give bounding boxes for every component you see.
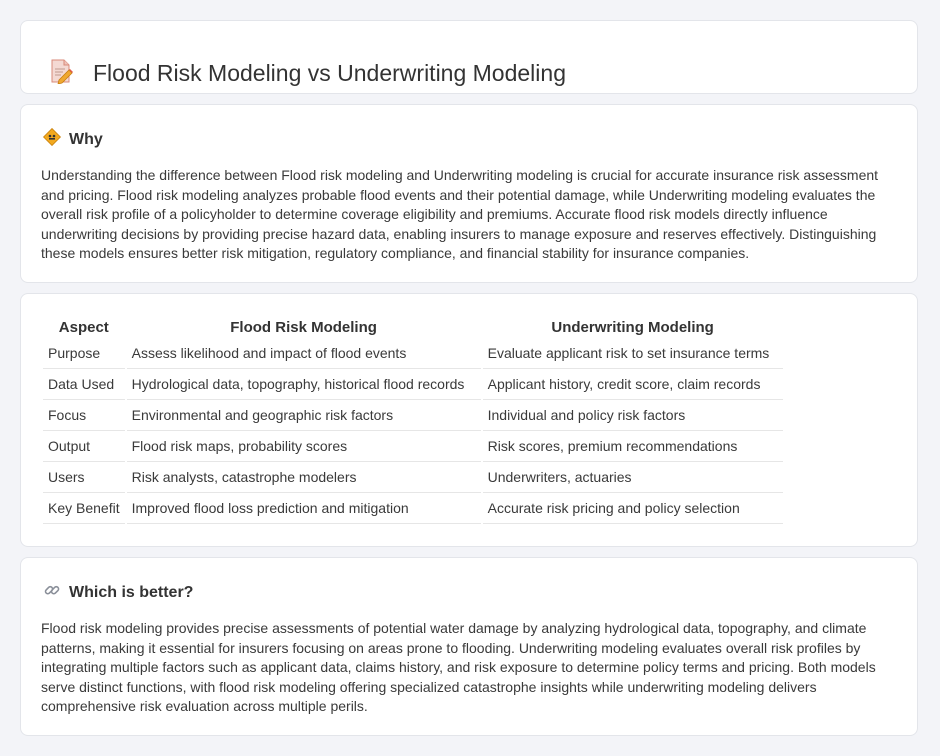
row-underwriting-value: Evaluate applicant risk to set insurance terms — [483, 338, 783, 369]
row-aspect: Focus — [43, 400, 125, 431]
row-flood-value: Risk analysts, catastrophe modelers — [127, 462, 481, 493]
header-flood-risk-modeling: Flood Risk Modeling — [230, 318, 377, 336]
diamond-sign-icon — [43, 128, 61, 151]
why-section — [20, 104, 918, 283]
why-text: Understanding the difference between Flood risk modeling and Underwriting modeling is crucial for accurate insurance risk assessment and pricing. Flood risk modeling analyzes probable flood events and their potential damage, while Underwriting modeling evaluates the overall risk profile of a policyholder to determine coverage eligibility and premiums. Accurate flood risk models directly influence underwriting decisions by providing precise hazard data, enabling insurers to manage exposure and reserves effectively. Distinguishing these models ensures better risk mitigation, regulatory compliance, and financial stability for insurance companies. — [41, 167, 879, 261]
row-aspect: Output — [43, 431, 125, 462]
table-row — [43, 400, 783, 431]
row-underwriting-value: Applicant history, credit score, claim records — [483, 369, 783, 400]
row-aspect: Data Used — [43, 369, 125, 400]
which-is-better-text: Flood risk modeling provides precise assessments of potential water damage by analyzing hydrological data, topography, and climate patterns, making it essential for insurers focusing on areas prone to flooding. Underwriting modeling evaluates overall risk profiles by integrating multiple factors such as applicant data, claims history, and risk exposure to determine policy terms and pricing. Both models serve distinct functions, with flood risk modeling offering specialized catastrophe insights while underwriting modeling delivers comprehensive risk evaluation across multiple perils. — [41, 620, 876, 714]
table-header-row — [43, 317, 783, 338]
header-underwriting-modeling: Underwriting Modeling — [551, 318, 714, 336]
table-row — [43, 369, 783, 400]
row-underwriting-value: Accurate risk pricing and policy selection — [483, 493, 783, 524]
row-aspect: Purpose — [43, 338, 125, 369]
row-aspect: Users — [43, 462, 125, 493]
row-flood-value: Hydrological data, topography, historical flood records — [127, 369, 481, 400]
table-row — [43, 462, 783, 493]
row-underwriting-value: Individual and policy risk factors — [483, 400, 783, 431]
row-flood-value: Assess likelihood and impact of flood events — [127, 338, 481, 369]
header-aspect: Aspect — [58, 318, 109, 336]
row-flood-value: Environmental and geographic risk factors — [127, 400, 481, 431]
why-title: Why — [69, 130, 103, 148]
page-title: Flood Risk Modeling vs Underwriting Modeling — [93, 60, 566, 87]
link-icon — [43, 581, 61, 604]
which-is-better-title: Which is better? — [69, 583, 194, 601]
header-card — [20, 20, 918, 94]
row-underwriting-value: Risk scores, premium recommendations — [483, 431, 783, 462]
table-row — [43, 493, 783, 524]
comparison-table-card — [20, 293, 918, 547]
row-underwriting-value: Underwriters, actuaries — [483, 462, 783, 493]
row-aspect: Key Benefit — [43, 493, 125, 524]
comparison-table — [41, 317, 785, 524]
row-flood-value: Flood risk maps, probability scores — [127, 431, 481, 462]
table-row — [43, 431, 783, 462]
document-pencil-icon — [48, 58, 74, 89]
row-flood-value: Improved flood loss prediction and mitigation — [127, 493, 481, 524]
which-is-better-section — [20, 557, 918, 736]
table-row — [43, 338, 783, 369]
